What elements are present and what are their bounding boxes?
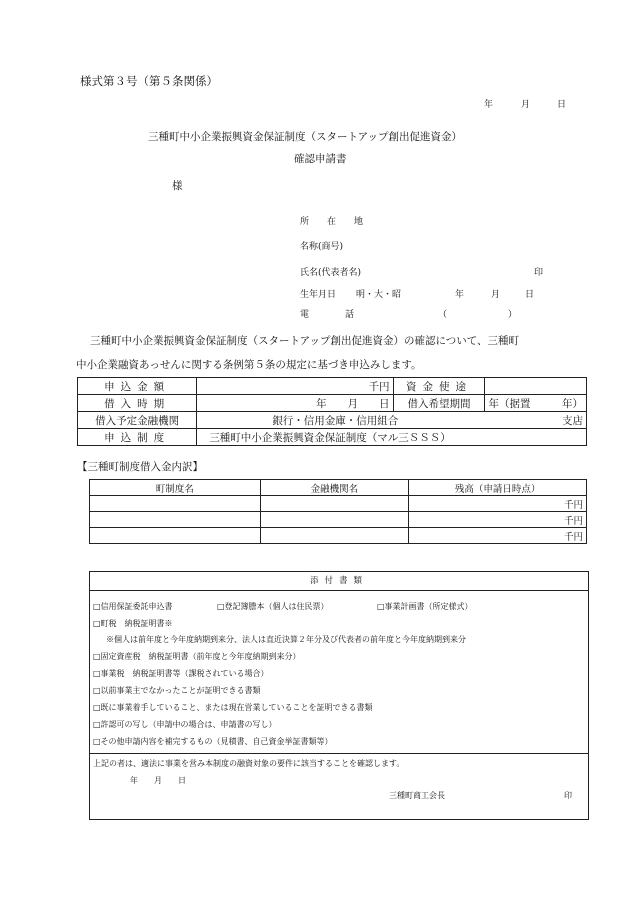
confirmation-text: 上記の者は、適法に事業を営み本制度の融資対象の要件に該当することを確認します。 [93,759,405,768]
body-text-line1: 三種町中小企業振興資金保証制度（スタートアップ創出促進資金）の確認について、三種町 [90,335,520,347]
bank-name-cell[interactable] [260,528,409,544]
table-row [78,378,587,395]
attachment-item[interactable]: □許認可の写し（申請中の場合は、申請書の写し） [93,720,277,729]
amount-unit: 千円 [197,378,393,395]
usage-value[interactable] [485,378,587,395]
bank-label: 借入予定金融機関 [78,412,197,429]
attachment-item[interactable]: □町税 納税証明書※ [93,619,173,628]
phone-open-paren: （ [438,310,448,320]
attachments-box [89,571,589,820]
attachments-divider [90,753,588,754]
period-label: 借入時期 [78,395,197,412]
branch-label: 支店 [562,414,583,427]
table-row [78,412,587,429]
usage-label: 資金使途 [393,378,485,395]
birthdate-month: 月 [491,290,501,300]
form-number: 様式第３号（第５条関係） [80,74,218,88]
inner-heading: 【三種町制度借入金内訳】 [77,461,203,473]
table-row [90,496,587,512]
loan-breakdown-table [89,479,587,544]
col-header-system: 町制度名 [90,480,261,496]
system-value: 三種町中小企業振興資金保証制度（マル三ＳＳＳ） [197,429,587,446]
signer-seal: 印 [564,791,572,800]
attachment-note: ※個人は前年度と今年度納期到来分、法人は直近決算２年分及び代表者の前年度と今年度納期到来分 [106,635,466,644]
confirmation-date: 年 月 日 [130,776,186,785]
balance-cell[interactable]: 千円 [409,528,587,544]
bank-value: 銀行・信用金庫・信用組合 [272,414,399,427]
attachments-heading: 添付書類 [90,572,588,591]
attachment-item[interactable]: □事業税 納税証明書等（課税されている場合） [93,669,269,678]
col-header-bank: 金融機関名 [260,480,409,496]
period-value: 年 月 日 [197,395,393,412]
system-name-cell[interactable] [90,496,261,512]
col-header-balance: 残高（申請日時点） [409,480,587,496]
table-row [90,512,587,528]
attachment-item[interactable]: □信用保証委託申込書 [93,602,173,611]
signer-label: 三種町商工会長 [389,791,445,800]
attachment-item[interactable]: □その他申請内容を補完するもの（見積書、自己資金挙証書類等） [93,737,333,746]
name-label: 名称(商号) [300,242,344,252]
bank-name-cell[interactable] [260,512,409,528]
application-table [77,377,587,446]
bank-cell [197,412,587,429]
birthdate-year: 年 [455,290,465,300]
table-row [78,395,587,412]
system-name-cell[interactable] [90,528,261,544]
system-label: 申込制度 [78,429,197,446]
phone-close-paren: ） [508,310,518,320]
table-row [90,528,587,544]
desired-period-value: 年（据置 年） [485,395,587,412]
body-text-line2: 中小企業融資あっせんに関する条例第５条の規定に基づき申込みします。 [76,359,422,371]
header-date-month: 月 [521,100,531,110]
birthdate-label: 生年月日 [300,290,337,300]
attachment-item[interactable]: □以前事業主でなかったことが証明できる書類 [93,686,261,695]
table-row [78,429,587,446]
attachment-item[interactable]: □事業計画書（所定様式） [377,602,473,611]
amount-label: 申込金額 [78,378,197,395]
addressee-suffix: 様 [172,180,183,192]
attachment-item[interactable]: □固定資産税 納税証明書（前年度と今年度納期到来分） [93,652,301,661]
bank-name-cell[interactable] [260,496,409,512]
address-label: 所 在 地 [300,217,364,227]
table-header-row [90,480,587,496]
balance-cell[interactable]: 千円 [409,496,587,512]
birthdate-era: 明・大・昭 [356,290,402,300]
system-name-cell[interactable] [90,512,261,528]
phone-label: 電 話 [300,310,355,320]
form-subtitle: 確認申請書 [294,153,347,165]
representative-label: 氏名(代表者名) [300,268,362,278]
balance-cell[interactable]: 千円 [409,512,587,528]
attachment-item[interactable]: □既に事業着手していること、または現在営業していることを証明できる書類 [93,703,373,712]
header-date-day: 日 [557,100,567,110]
desired-period-label: 借入希望期間 [393,395,485,412]
representative-seal: 印 [534,268,544,278]
header-date-year: 年 [484,100,494,110]
attachment-item[interactable]: □登記簿謄本（個人は住民票） [217,602,329,611]
birthdate-day: 日 [525,290,535,300]
form-title: 三種町中小企業振興資金保証制度（スタートアップ創出促進資金） [148,131,462,143]
